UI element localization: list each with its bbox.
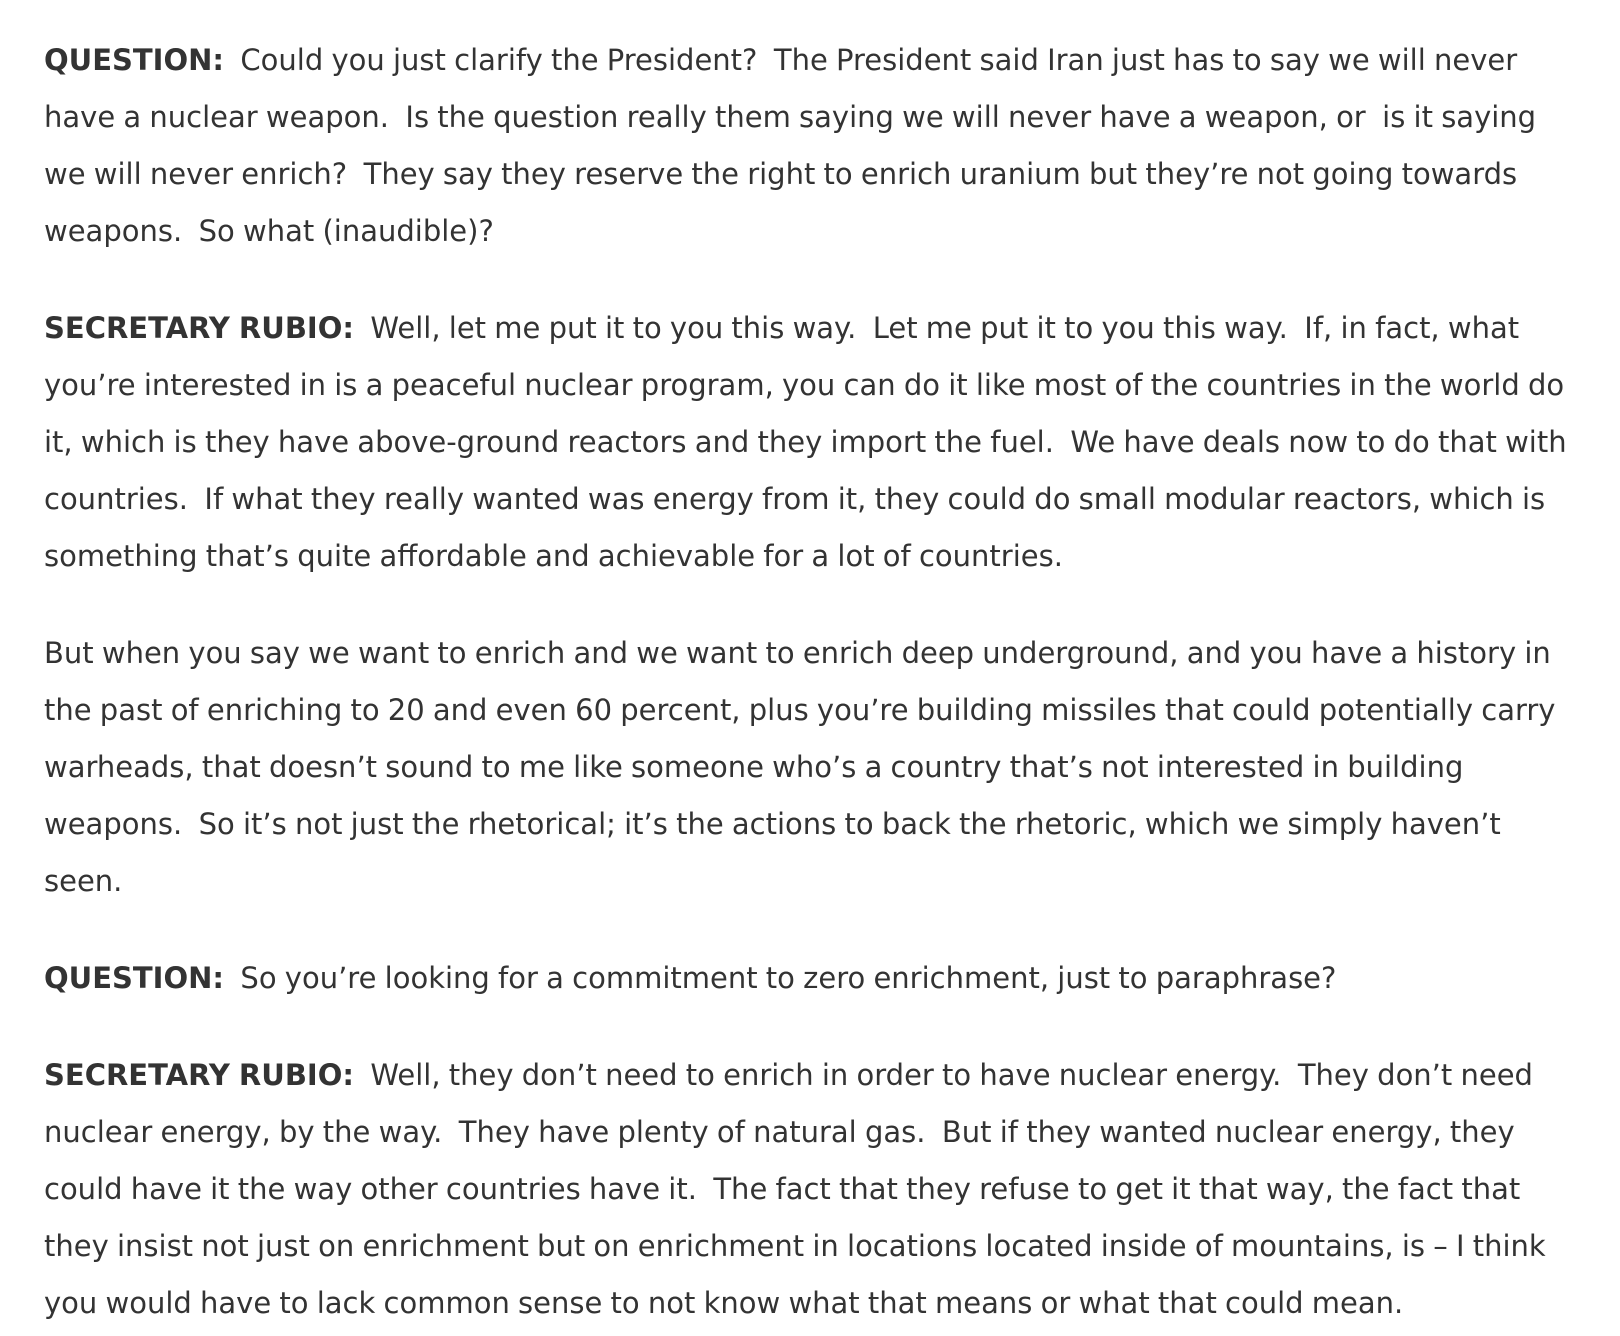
paragraph-text: Could you just clarify the President? The President said Iran just has to say we will never have a nuclear weapon. Is the question really them saying we will never have a weapon, or is it saying we will never enrich? They say they reserve the right to enrich uranium but they’re not going towards weapons. So what (inaudible)?	[44, 43, 1545, 248]
paragraph-text: Well, they don’t need to enrich in order to have nuclear energy. They don’t need nuclear energy, by the way. They have plenty of natural gas. But if they wanted nuclear energy, they could have it the way other countries have it. The fact that they refuse to get it that way, the fact that they insist not just on enrichment but on enrichment in locations located inside of mountains, is – I think you would have to lack common sense to not know what that means or what that could mean.	[44, 1058, 1554, 1320]
speaker-label: SECRETARY RUBIO:	[44, 311, 354, 345]
speaker-label: QUESTION:	[44, 961, 224, 995]
transcript-paragraph-answer-1	[44, 300, 1576, 585]
paragraph-text: Well, let me put it to you this way. Let me put it to you this way. If, in fact, what you’re interested in is a peaceful nuclear program, you can do it like most of the countries in the world do it, which is they have above-ground reactors and they import the fuel. We have deals now to do that with countries. If what they really wanted was energy from it, they could do small modular reactors, which is something that’s quite affordable and achievable for a lot of countries.	[44, 311, 1575, 573]
transcript-paragraph-answer-1-continued	[44, 625, 1576, 910]
transcript-paragraph-answer-2	[44, 1047, 1576, 1332]
transcript-paragraph-question-1	[44, 32, 1576, 260]
paragraph-text: But when you say we want to enrich and we want to enrich deep underground, and you have a history in the past of enriching to 20 and even 60 percent, plus you’re building missiles that could potentially carry warheads, that doesn’t sound to me like someone who’s a country that’s not interested in building weapons. So it’s not just the rhetorical; it’s the actions to back the rhetoric, which we simply haven’t seen.	[44, 636, 1564, 898]
speaker-label: SECRETARY RUBIO:	[44, 1058, 354, 1092]
transcript-paragraph-question-2	[44, 950, 1576, 1007]
paragraph-text: So you’re looking for a commitment to zero enrichment, just to paraphrase?	[224, 961, 1337, 995]
speaker-label: QUESTION:	[44, 43, 224, 77]
